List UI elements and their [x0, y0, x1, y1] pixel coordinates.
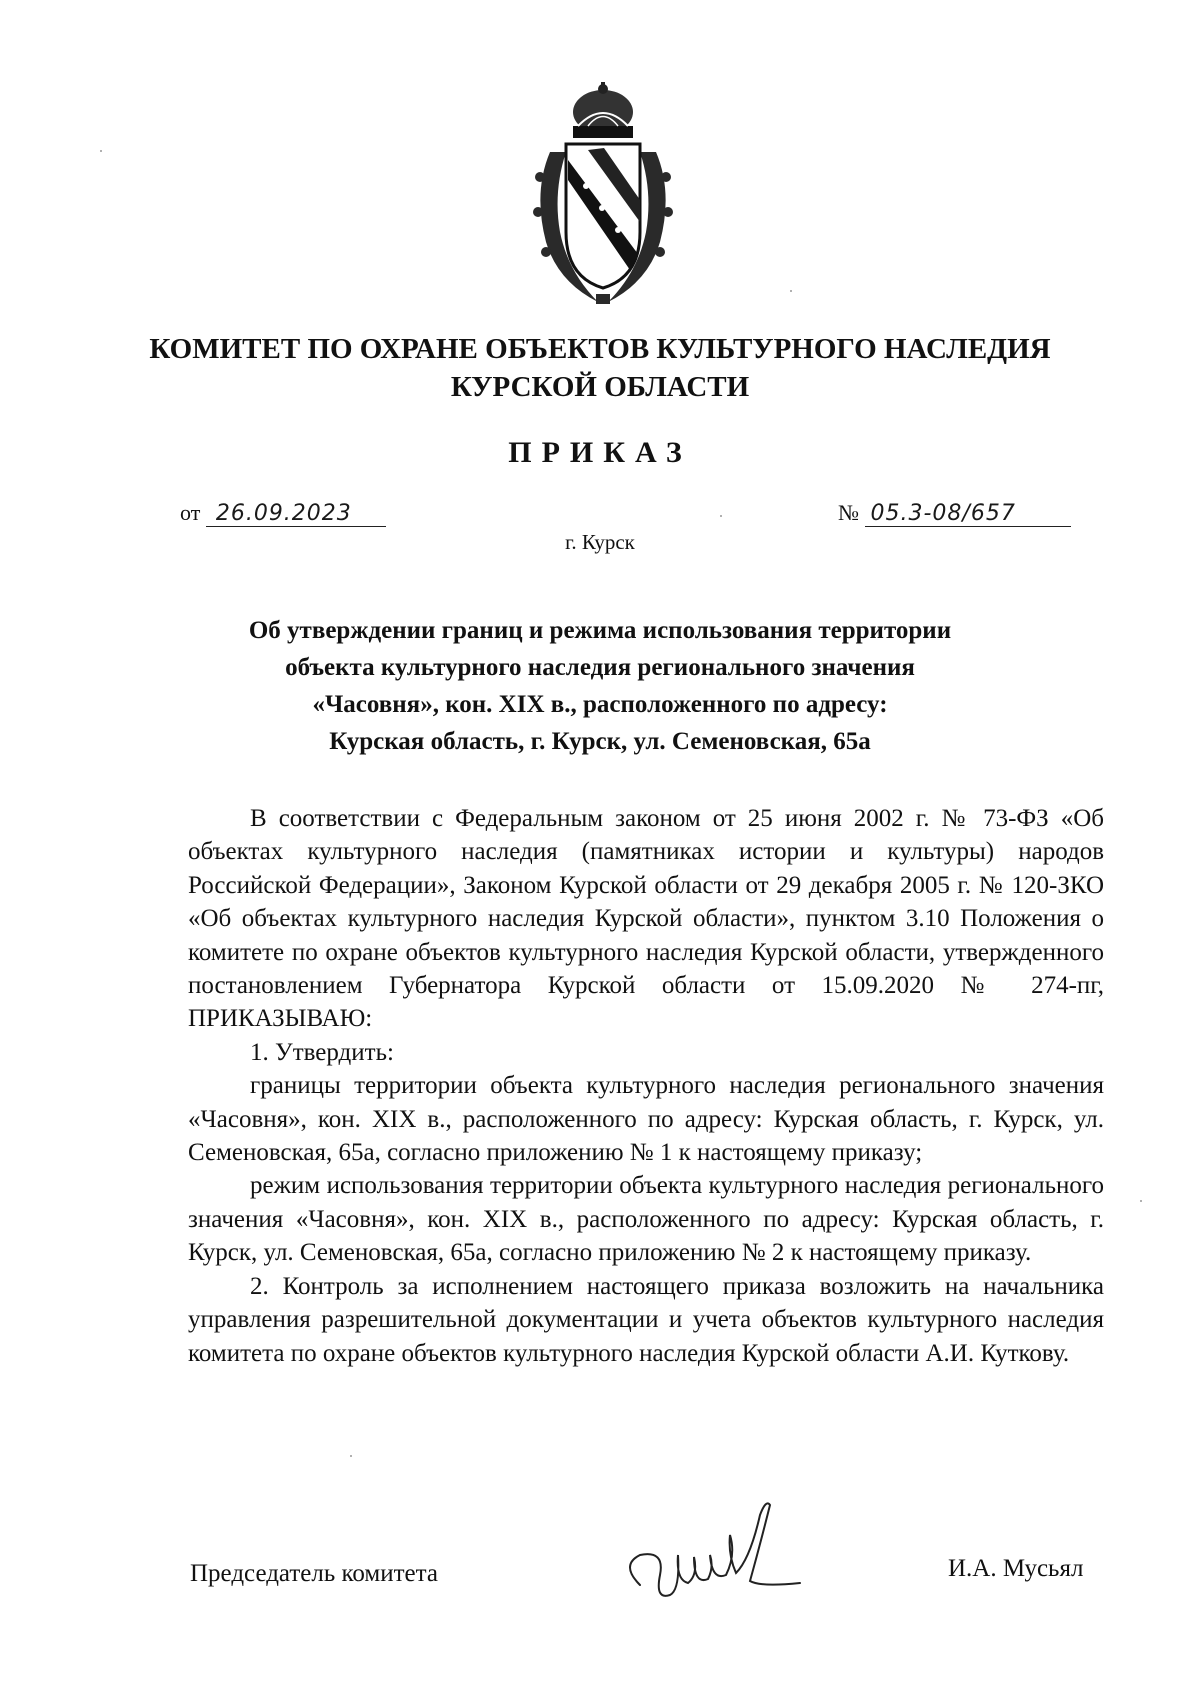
org-line-2: КУРСКОЙ ОБЛАСТИ [450, 371, 750, 403]
subject-line-3: «Часовня», кон. XIX в., расположенного по адресу: [312, 691, 888, 718]
scan-speck [350, 1455, 352, 1457]
city-label: г. Курск [565, 530, 635, 554]
scan-speck [790, 290, 792, 292]
scan-speck [720, 515, 722, 517]
number-row [838, 500, 1071, 527]
date-row [180, 500, 386, 527]
document-body [188, 802, 1104, 1370]
organization-name [120, 330, 1080, 406]
date-value: 26.09.2023 [206, 501, 386, 527]
document-subject [200, 612, 1000, 760]
signer-title: Председатель комитета [190, 1560, 438, 1587]
crown-icon [573, 82, 633, 138]
coat-of-arms-emblem [528, 82, 678, 312]
subject-line-2: объекта культурного наследия регионального значения [285, 654, 915, 681]
signer-name: И.А. Мусьял [948, 1555, 1084, 1582]
document-type-title: ПРИКАЗ [508, 436, 692, 469]
subject-line-1: Об утверждении границ и режима использования территории [248, 617, 952, 644]
body-paragraph-regime: режим использования территории объекта культурного наследия регионального значения «Часовня», кон. XIX в., расположенного по адресу: Курская область, г. Курск, ул. Семеновская, 65а, согласно приложению № 2 к настоящему приказу. [188, 1172, 1104, 1267]
number-label: № [838, 500, 859, 525]
subject-line-4: Курская область, г. Курск, ул. Семеновская, 65а [329, 728, 871, 755]
scan-speck [1140, 1200, 1142, 1202]
body-paragraph-boundaries: границы территории объекта культурного наследия регионального значения «Часовня», кон. XIX в., расположенного по адресу: Курская область, г. Курск, ул. Семеновская, 65а, согласно приложению № 1 к настоящему приказу; [188, 1072, 1104, 1167]
scan-speck [100, 150, 102, 152]
body-paragraph-preamble: В соответствии с Федеральным законом от 25 июня 2002 г. № 73-ФЗ «Об объектах культурного наследия (памятниках истории и культуры) народов Российской Федерации», Законом Курской области от 29 декабря 2005 г. № 120-ЗКО «Об объектах культурного наследия Курской области», пунктом 3.10 Положения о комитете по охране объектов культурного наследия Курской области, утвержденного постановлением Губернатора Курской области от 15.09.2020 № 274-пг, ПРИКАЗЫВАЮ: [188, 805, 1104, 1033]
date-label: от [180, 500, 201, 525]
body-paragraph-item-2: 2. Контроль за исполнением настоящего приказа возложить на начальника управления разрешительной документации и учета объектов культурного наследия комитета по охране объектов культурного наследия Курской области А.И. Куткову. [188, 1272, 1104, 1367]
org-line-1: КОМИТЕТ ПО ОХРАНЕ ОБЪЕКТОВ КУЛЬТУРНОГО НАСЛЕДИЯ [149, 333, 1051, 365]
body-paragraph-item-1: 1. Утвердить: [250, 1038, 394, 1066]
number-value: 05.3-08/657 [865, 501, 1071, 527]
handwritten-signature [610, 1495, 810, 1615]
